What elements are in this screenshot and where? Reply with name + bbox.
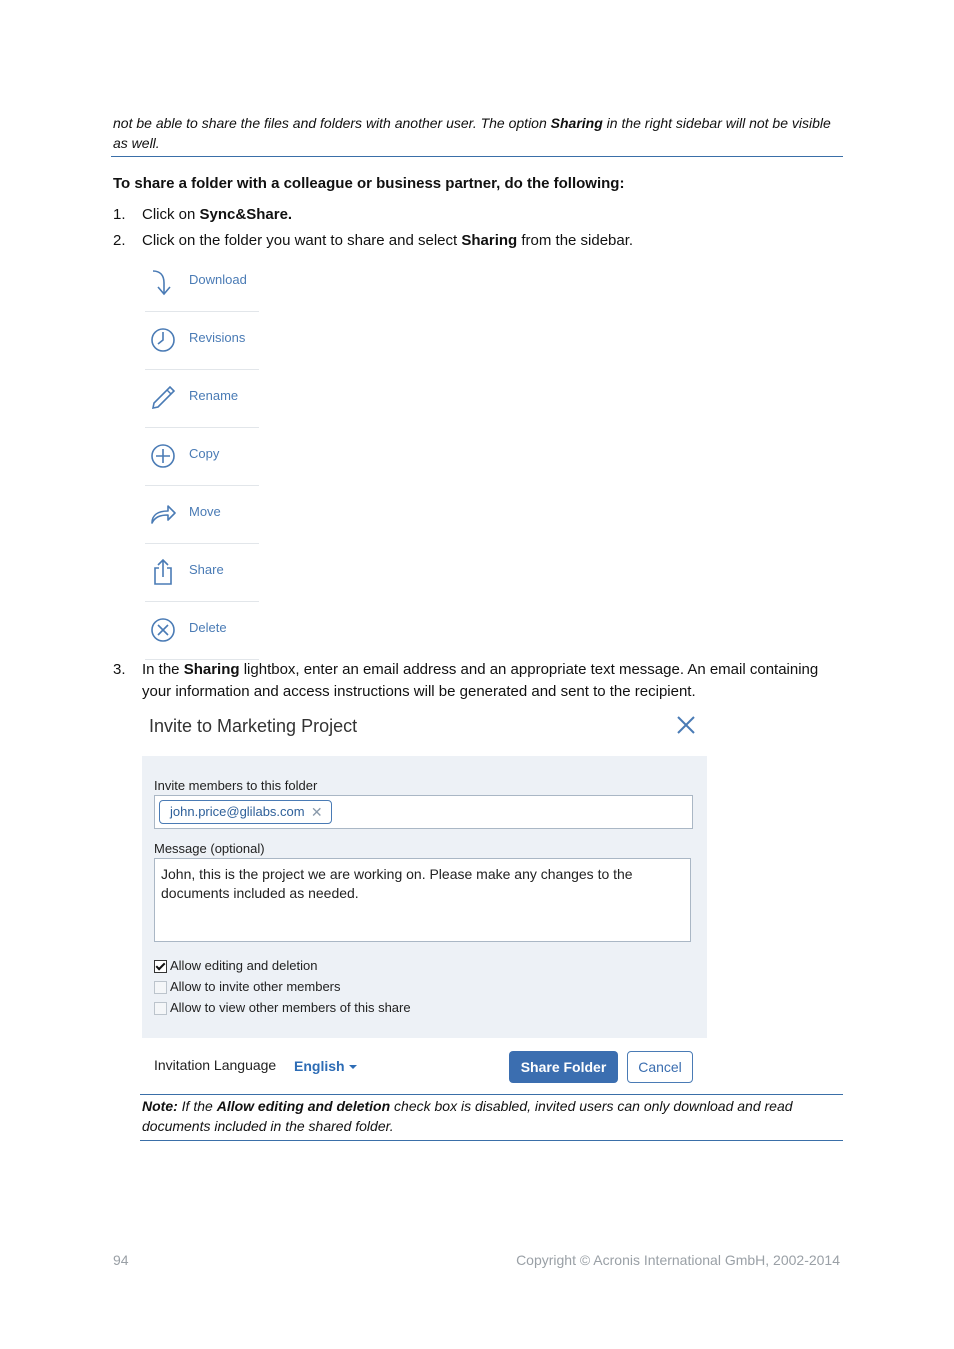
sidebar-item-label: Revisions	[189, 330, 246, 345]
option-allow-editing	[154, 958, 454, 976]
note-bold-sharing: Sharing	[550, 115, 603, 131]
note-label: Note:	[142, 1098, 178, 1114]
divider-rule	[140, 1094, 843, 1095]
step-1	[113, 204, 853, 226]
step-3	[113, 659, 853, 703]
download-icon	[148, 267, 178, 297]
sidebar-item-download[interactable]	[145, 254, 259, 312]
page-number: 94	[113, 1252, 129, 1268]
remove-invitee-icon[interactable]: ✕	[310, 804, 323, 820]
pencil-icon	[148, 383, 178, 413]
sidebar-item-label: Rename	[189, 388, 239, 403]
forward-arrow-icon	[148, 499, 178, 529]
note-text-1: If the	[177, 1098, 217, 1114]
language-label: Invitation Language	[154, 1057, 277, 1073]
note-text-2: check box is disabled, invited users can only download and read documents included in the shared folder.	[142, 1098, 793, 1134]
allow-view-members-checkbox[interactable]	[154, 1002, 167, 1015]
sidebar-item-delete[interactable]	[145, 602, 259, 660]
step-number: 1.	[113, 206, 126, 223]
note-box	[142, 1096, 842, 1136]
divider-rule	[111, 156, 843, 157]
share-upload-icon	[148, 557, 178, 587]
invite-label: Invite members to this folder	[154, 778, 318, 793]
note-continuation	[113, 113, 843, 153]
option-allow-invite	[154, 979, 454, 997]
x-circle-icon	[148, 615, 178, 645]
sidebar-item-label: Download	[189, 272, 247, 287]
clock-icon	[148, 325, 178, 355]
sidebar-item-label: Move	[189, 504, 221, 519]
sidebar-item-revisions[interactable]	[145, 312, 259, 370]
section-lead: To share a folder with a colleague or business partner, do the following:	[113, 175, 625, 192]
note-text-1: not be able to share the files and folders with another user. The option	[113, 115, 551, 131]
step-number: 2.	[113, 232, 126, 249]
option-label: Allow to invite other members	[170, 979, 341, 994]
sidebar-item-copy[interactable]	[145, 428, 259, 486]
allow-invite-checkbox[interactable]	[154, 981, 167, 994]
dialog-title: Invite to Marketing Project	[149, 716, 358, 736]
option-allow-view-members	[154, 1000, 454, 1018]
step-number: 3.	[113, 661, 126, 678]
sidebar-item-share[interactable]	[145, 544, 259, 602]
step-bold: Sync&Share.	[199, 206, 293, 223]
language-value: English	[294, 1058, 345, 1074]
divider-rule	[140, 1140, 843, 1141]
invitee-chip	[159, 800, 332, 824]
step-2	[113, 230, 853, 252]
step-text-end: lightbox, enter an email address and an appropriate text message. An email containing your information and access instructions will be generated and sent to the recipient.	[142, 661, 819, 700]
cancel-button[interactable]: Cancel	[627, 1051, 693, 1083]
sidebar-item-label: Copy	[189, 446, 220, 461]
sidebar-item-move[interactable]	[145, 486, 259, 544]
step-bold: Sharing	[183, 661, 240, 678]
message-field[interactable]	[154, 858, 691, 942]
invitee-email: john.price@glilabs.com	[170, 804, 305, 819]
copyright: Copyright © Acronis International GmbH, 2002-2014	[516, 1252, 840, 1268]
option-label: Allow editing and deletion	[170, 958, 318, 973]
step-text: Click on the folder you want to share and select	[142, 232, 462, 249]
close-icon[interactable]	[674, 713, 698, 737]
sidebar-item-label: Delete	[189, 620, 227, 635]
share-folder-button[interactable]: Share Folder	[509, 1051, 618, 1083]
language-select[interactable]	[294, 1058, 357, 1074]
sidebar-item-label: Share	[189, 562, 224, 577]
message-label: Message (optional)	[154, 841, 265, 856]
step-text: In the	[142, 661, 184, 678]
invite-input[interactable]	[154, 795, 693, 829]
allow-editing-checkbox[interactable]	[154, 960, 167, 973]
option-label: Allow to view other members of this share	[170, 1000, 411, 1015]
plus-circle-icon	[148, 441, 178, 471]
note-bold: Allow editing and deletion	[216, 1098, 391, 1114]
chevron-down-icon	[349, 1065, 357, 1069]
step-text: Click on	[142, 206, 200, 223]
sidebar-menu	[145, 254, 259, 660]
note-text-2: in the right sidebar will not be visible as well.	[113, 115, 831, 151]
step-text-end: from the sidebar.	[517, 232, 634, 249]
step-bold: Sharing	[461, 232, 518, 249]
sidebar-item-rename[interactable]	[145, 370, 259, 428]
